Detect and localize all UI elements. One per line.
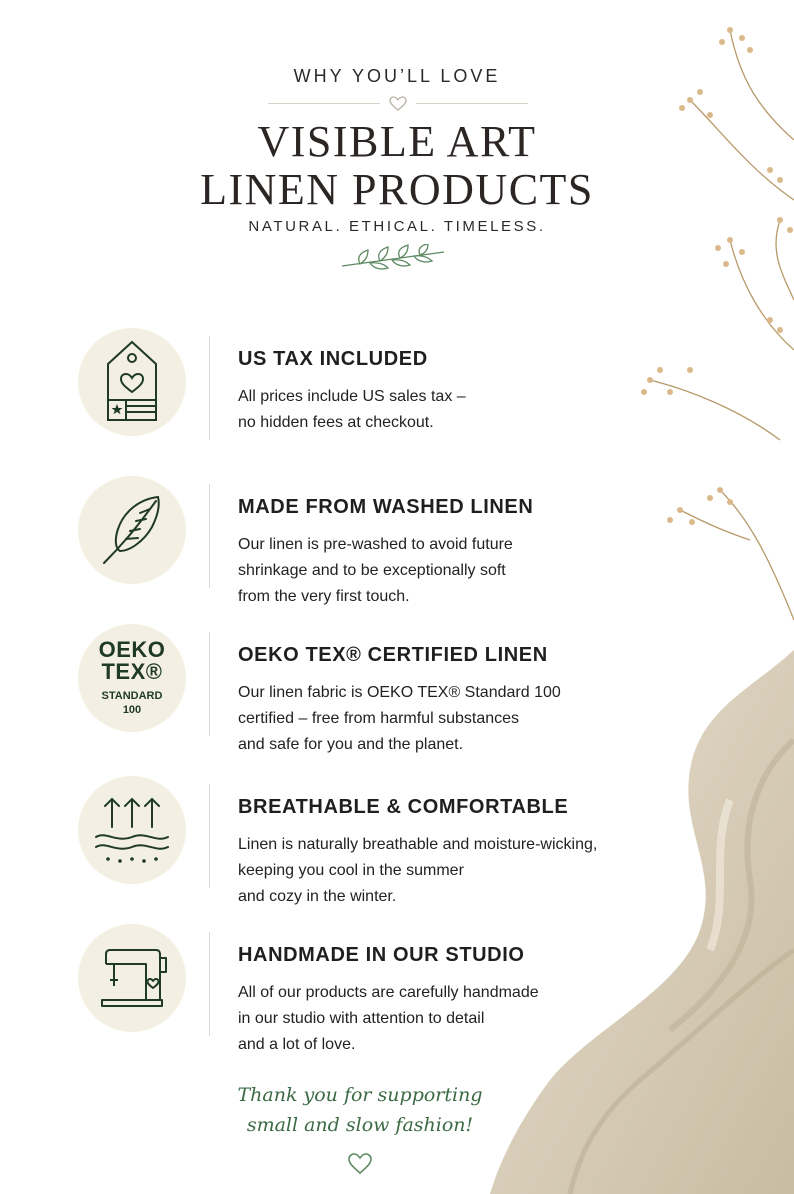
thank-you-line-1: Thank you for supporting <box>237 1084 483 1106</box>
icon-badge <box>78 924 186 1032</box>
price-tag-heart-flag-icon <box>104 340 160 424</box>
tagline: NATURAL. ETHICAL. TIMELESS. <box>248 218 546 235</box>
divider <box>209 632 210 736</box>
heart-divider <box>268 96 528 112</box>
thank-you-line-2: small and slow fashion! <box>246 1114 474 1136</box>
feature-description: Linen is naturally breathable and moisture-wicking, keeping you cool in the summer and cozy in the winter. <box>238 836 598 905</box>
divider <box>209 932 210 1036</box>
thank-you-message <box>180 1080 540 1140</box>
divider <box>209 784 210 888</box>
breathable-arrows-icon <box>94 793 170 867</box>
heart-icon <box>346 1152 374 1176</box>
feature-title: BREATHABLE & COMFORTABLE <box>238 796 569 818</box>
title-line-2: LINEN PRODUCTS <box>200 165 594 214</box>
title-line-1: VISIBLE ART <box>257 117 537 166</box>
divider <box>209 484 210 588</box>
badge-text-tex: TEX® <box>101 659 163 684</box>
badge-text-standard: STANDARD <box>101 690 163 702</box>
oeko-tex-badge <box>78 624 186 732</box>
feature-oeko-tex <box>78 624 638 753</box>
divider <box>209 336 210 440</box>
feature-description: Our linen fabric is OEKO TEX® Standard 100 certified – free from harmful substances and safe for you and the planet. <box>238 684 561 753</box>
feather-icon <box>100 493 164 567</box>
badge-text-oeko: OEKO <box>98 637 166 662</box>
sewing-machine-icon <box>96 946 168 1010</box>
leaf-sprig-icon <box>340 244 446 274</box>
feature-description: All prices include US sales tax – no hidden fees at checkout. <box>238 388 466 431</box>
page-title <box>0 118 794 214</box>
badge-text-100: 100 <box>122 704 142 716</box>
feature-title: OEKO TEX® CERTIFIED LINEN <box>238 644 548 666</box>
feature-title: US TAX INCLUDED <box>238 348 428 370</box>
feature-title: MADE FROM WASHED LINEN <box>238 496 534 518</box>
dried-flowers-decoration <box>630 20 794 640</box>
icon-badge <box>78 776 186 884</box>
heart-icon <box>388 96 408 112</box>
feature-washed-linen <box>78 476 638 605</box>
feature-handmade <box>78 924 638 1053</box>
feature-breathable <box>78 776 638 905</box>
feature-title: HANDMADE IN OUR STUDIO <box>238 944 525 966</box>
feature-us-tax <box>78 328 638 444</box>
icon-badge <box>78 476 186 584</box>
feature-description: Our linen is pre-washed to avoid future shrinkage and to be exceptionally soft from the very first touch. <box>238 536 513 605</box>
icon-badge <box>78 328 186 436</box>
eyebrow-heading: WHY YOU’LL LOVE <box>293 66 501 86</box>
feature-description: All of our products are carefully handmade in our studio with attention to detail and a lot of love. <box>238 984 539 1053</box>
